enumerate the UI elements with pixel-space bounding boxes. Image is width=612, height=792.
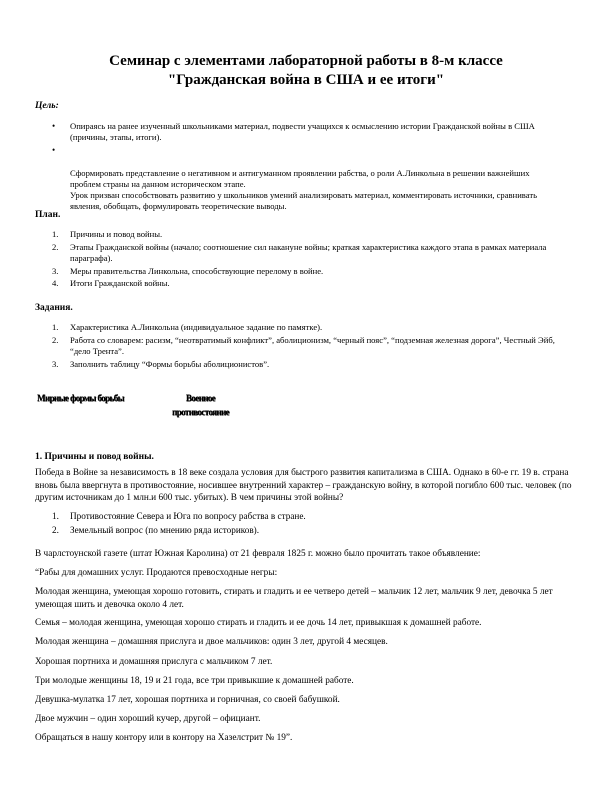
- section1-heading: 1. Причины и повод войны.: [35, 452, 154, 462]
- bullet-icon: •: [52, 121, 56, 131]
- document-title: [60, 52, 552, 90]
- reasons-list: [52, 510, 552, 537]
- paragraph: Молодая женщина – домашняя прислуга и двое мальчиков: один 3 лет, другой 4 месяцев.: [35, 637, 388, 647]
- task-item: 3. Заполнить таблицу “Формы борьбы аболиционистов”.: [52, 358, 270, 369]
- plan-item: 3. Меры правительства Линкольна, способствующие перелому в войне.: [52, 265, 324, 276]
- title-line-2: "Гражданская война в США и ее итоги": [167, 72, 445, 88]
- plan-item: 2. Этапы Гражданской войны (начало; соотношение сил накануне войны; краткая характеристика каждого этапа в рамках материала параграфа).: [52, 241, 547, 263]
- task-item: 1. Характеристика А.Линкольна (индивидуальное задание по памятке).: [52, 322, 323, 332]
- goal-item: • Опираясь на ранее изученный школьниками материал, подвести учащихся к осмыслению истории Гражданской войны в США (причины, этапы, итоги).: [52, 121, 535, 143]
- reason-item: 2. Земельный вопрос (по мнению ряда историков).: [52, 524, 260, 535]
- plan-heading: План.: [35, 210, 61, 220]
- goal-item: • Сформировать представление о негативном и антигуманном проявлении рабства, о роли А.Линкольна в решении важнейших проблем страны на данном историческом этапе. Урок призван способствовать развитию у школьников умений анализировать материал, комментировать источники, сравнивать явления, обобщать, формулировать теоретические выводы.: [52, 145, 538, 212]
- paragraph: Девушка-мулатка 17 лет, хорошая портниха и горничная, со своей бабушкой.: [35, 695, 340, 705]
- paragraph: Семья – молодая женщина, умеющая хорошо стирать и гладить и ее дочь 14 лет, привыкшая к домашней работе.: [35, 618, 482, 628]
- task-item: 2. Работа со словарем: расизм, “неотвратимый конфликт”, аболиционизм, “черный пояс”, “подземная железная дорога”, Честный Эйб, “дело Трента”.: [52, 334, 555, 356]
- bullet-icon: •: [52, 145, 56, 156]
- plan-item: 1. Причины и повод войны.: [52, 229, 163, 239]
- goal-list: [52, 121, 562, 215]
- tasks-list: [52, 322, 572, 371]
- forms-col2: Военное противостояние: [172, 393, 229, 417]
- plan-list: [52, 229, 552, 291]
- section1-intro: Победа в Войне за независимость в 18 веке создала условия для быстрого развития капитализма в США. Однако в 60-е гг. 19 в. страна вновь была ввергнута в противостояние, носившее внутренний характер – гражданскую войну, в которой погибло 600 тыс. человек (по другим источникам до 1 млн.и 600 тыс. убитых). В чем причины этой войны?: [35, 468, 572, 504]
- forms-col1: Мирные формы борьбы: [37, 393, 124, 403]
- paragraph: Три молодые женщины 18, 19 и 21 года, все три привыкшие к домашней работе.: [35, 676, 354, 686]
- paragraph: Обращаться в нашу контору или в контору на Хазелстрит № 19”.: [35, 733, 293, 743]
- title-line-1: Семинар с элементами лабораторной работы в 8-м классе: [109, 53, 503, 69]
- plan-item: 4. Итоги Гражданской войны.: [52, 278, 170, 289]
- reason-item: 1. Противостояние Севера и Юга по вопросу рабства в стране.: [52, 511, 306, 521]
- paragraph: “Рабы для домашних услуг. Продаются превосходные негры:: [35, 568, 278, 578]
- paragraph: В чарлстоунской газете (штат Южная Каролина) от 21 февраля 1825 г. можно было прочитать такое объявление:: [35, 549, 481, 559]
- tasks-heading: Задания.: [35, 303, 73, 313]
- goal-heading: Цель:: [35, 101, 59, 111]
- paragraph: Хорошая портниха и домашняя прислуга с мальчиком 7 лет.: [35, 657, 273, 667]
- paragraph: Молодая женщина, умеющая хорошо готовить, стирать и гладить и ее четверо детей – мальчик 12 лет, мальчик 9 лет, девочка 5 лет умеющая шить и девочка около 4 лет.: [35, 587, 553, 610]
- paragraph: Двое мужчин – один хороший кучер, другой – официант.: [35, 714, 261, 724]
